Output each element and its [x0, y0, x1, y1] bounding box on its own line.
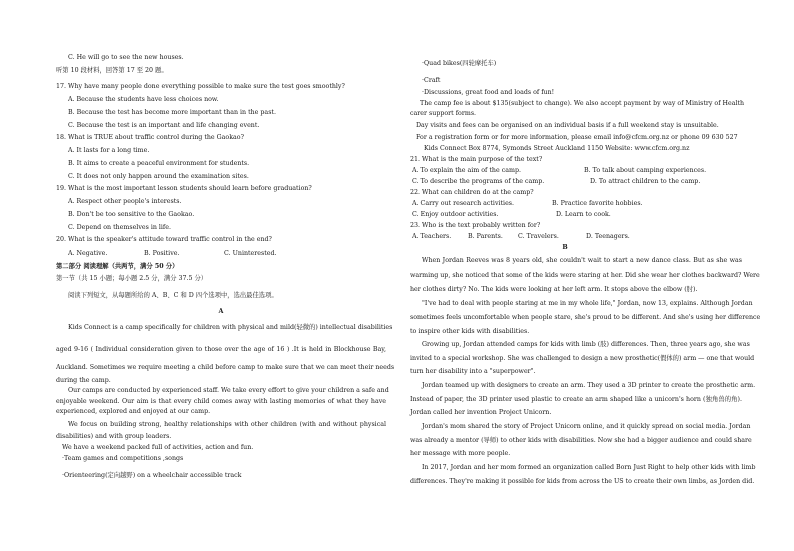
passage-b-p5-line3: her message with more people. — [410, 450, 511, 457]
listening-instruction: 听第 10 段材料，回答第 17 至 20 题。 — [56, 67, 168, 74]
activity-team-games: ·Team games and competitions ,songs — [62, 455, 184, 462]
passage-b-p2-line1: "I've had to deal with people staring at me in my whole life," Jordan, now 13, explains. Although Jordan — [422, 300, 753, 307]
q20-option-b: B. Positive. — [144, 250, 180, 257]
q17-option-a: A. Because the students have less choices now. — [68, 96, 219, 103]
q18-option-c: C. It does not only happen around the examination sites. — [68, 173, 249, 180]
passage-b-p2-line3: to inspire other kids with disabilities. — [410, 328, 530, 335]
q23-option-c: C. Travelers. — [518, 233, 559, 240]
activity-quad-bikes: ·Quad bikes(四轮摩托车) — [422, 60, 497, 67]
q18-stem: 18. What is TRUE about traffic control during the Gaokao? — [56, 134, 244, 141]
q20-stem: 20. What is the speaker's attitude toward traffic control in the end? — [56, 236, 272, 243]
q22-stem: 22. What can children do at the camp? — [410, 189, 534, 196]
passage-b-p6-line1: In 2017, Jordan and her mom formed an organization called Born Just Right to help other kids with limb — [422, 464, 756, 471]
passage-b-p6-line2: differences. They're making it possible for kids from across the US to create their own limbs, as Jorden did. — [410, 478, 755, 485]
q22-option-c: C. Enjoy outdoor activities. — [412, 211, 499, 218]
q23-option-a: A. Teachers. — [412, 233, 452, 240]
passage-b-p1-line1: When Jordan Reeves was 8 years old, she couldn't wait to start a new dance class. But as she was — [422, 257, 742, 264]
passage-a-p1-line4: during the camp. — [56, 377, 111, 384]
contact-line: Kids Connect Box 8774, Symonds Street Auckland 1150 Website: www.cfcm.org.nz — [424, 145, 690, 152]
q17-option-c: C. Because the test is an important and life changing event. — [68, 122, 260, 129]
q23-stem: 23. Who is the text probably written for? — [410, 222, 541, 229]
q21-option-c: C. To describe the programs of the camp. — [412, 178, 545, 185]
passage-b-p1-line3: her clothes dirty? No. The kids were looking at her left arm. It stops above the elbow (肘). — [410, 286, 698, 293]
q18-option-b: B. It aims to create a peaceful environment for students. — [68, 160, 250, 167]
q21-option-b: B. To talk about camping experiences. — [584, 167, 707, 174]
passage-a-p2-line3: experienced, explored and enjoyed at our camp. — [56, 408, 211, 415]
passage-a-p3-line1: We focus on building strong, healthy relationships with other children (with and without physical — [68, 421, 386, 428]
activity-craft: ·Craft — [422, 77, 441, 84]
passage-b-p4-line2: Instead of paper, the 3D printer used plastic to create an arm shaped like a unicorn's horn (独角兽的角). — [410, 396, 742, 403]
q23-option-b: B. Parents. — [468, 233, 503, 240]
q19-option-b: B. Don't be too sensitive to the Gaokao. — [68, 211, 195, 218]
passage-a-p1-line3: Auckland. Sometimes we require meeting a child before camp to make sure that we can meet their needs — [56, 364, 395, 371]
q21-stem: 21. What is the main purpose of the text? — [410, 156, 543, 163]
passage-b-p2-line2: sometimes feels uncomfortable when people stare, she's proud to be different. And she's using her difference — [410, 314, 761, 321]
passage-a-p1-line1: Kids Connect is a camp specifically for children with physical and mild(轻微的) intellectual disabilities — [68, 324, 393, 331]
q18-option-a: A. It lasts for a long time. — [68, 147, 150, 154]
q19-option-a: A. Respect other people's interests. — [68, 198, 182, 205]
q22-option-a: A. Carry out research activities. — [412, 200, 515, 207]
part2-heading: 第二部分 阅读理解（共两节，满分 50 分） — [56, 263, 179, 270]
q19-stem: 19. What is the most important lesson students should learn before graduation? — [56, 185, 312, 192]
passage-b-p4-line1: Jordan teamed up with designers to create an arm. They used a 3D printer to create the prosthetic arm. — [422, 382, 756, 389]
q20-option-a: A. Negative. — [68, 250, 108, 257]
passage-b-p3-line3: turn her disability into a "superpower". — [410, 368, 536, 375]
activity-orienteering: ·Orienteering(定向越野) on a wheelchair accessible track — [62, 472, 242, 479]
q20-option-c: C. Uninterested. — [224, 250, 277, 257]
fee-line1: The camp fee is about $135(subject to change). We also accept payment by way of Ministry of Health — [420, 100, 745, 107]
q23-option-d: D. Teenagers. — [586, 233, 630, 240]
section-a-label: A — [218, 308, 224, 315]
day-visits: Day visits and fees can be organised on an individual basis if a full weekend stay is unsuitable. — [416, 122, 719, 129]
passage-a-p1-line2: aged 9-16 ( Individual consideration given to those over the age of 16 ) .It is held in Blockhouse Bay, — [56, 346, 386, 353]
q22-option-d: D. Learn to cook. — [556, 211, 611, 218]
section-b-label: B — [562, 244, 568, 251]
passage-b-p1-line2: warming up, she noticed that some of the kids were staring at her. Did she wear her clothes backward? Were — [410, 272, 760, 279]
section1-heading: 第一节（共 15 小题；每小题 2.5 分，满分 37.5 分） — [56, 275, 208, 282]
q17-option-b: B. Because the test has become more important than in the past. — [68, 109, 276, 116]
passage-b-p5-line2: was already a mentor (导师) to other kids with disabilities. Now she had a bigger audience and could share — [410, 437, 752, 444]
q22-option-b: B. Practice favorite hobbies. — [552, 200, 643, 207]
q21-option-d: D. To attract children to the camp. — [590, 178, 701, 185]
q16-option-c: C. He will go to see the new houses. — [68, 54, 184, 61]
passage-b-p3-line1: Growing up, Jordan attended camps for kids with limb (肢) differences. Then, three years ago, she was — [422, 341, 750, 348]
passage-b-p4-line3: Jordan called her invention Project Unicorn. — [410, 409, 552, 416]
passage-a-p2-line2: enjoyable weekend. Our aim is that every child comes away with lasting memories of what they have — [56, 398, 386, 405]
passage-b-p5-line1: Jordan's mom shared the story of Project Unicorn online, and it quickly spread on social media. Jordan — [422, 423, 751, 430]
activity-discussions: ·Discussions, great food and loads of fun! — [422, 89, 555, 96]
weekend-intro: We have a weekend packed full of activities, action and fun. — [62, 444, 254, 451]
q21-option-a: A. To explain the aim of the camp. — [412, 167, 521, 174]
q19-option-c: C. Depend on themselves in life. — [68, 224, 171, 231]
fee-line2: carer support forms. — [410, 110, 477, 117]
passage-b-p3-line2: invited to a special workshop. She was challenged to design a new prosthetic(假体的) arm — one that would — [410, 355, 755, 362]
reading-instruction: 阅读下列短文，从每题所给的 A、B、C 和 D 四个选项中，选出最佳选项。 — [68, 292, 278, 299]
registration-info: For a registration form or for more information, please email info@cfcm.org.nz or phone 09 630 527 — [416, 134, 738, 141]
q17-stem: 17. Why have many people done everything possible to make sure the test goes smoothly? — [56, 83, 345, 90]
passage-a-p3-line2: disabilities) and with group leaders. — [56, 433, 172, 440]
passage-a-p2-line1: Our camps are conducted by experienced staff. We take every effort to give your children a safe and — [68, 387, 389, 394]
